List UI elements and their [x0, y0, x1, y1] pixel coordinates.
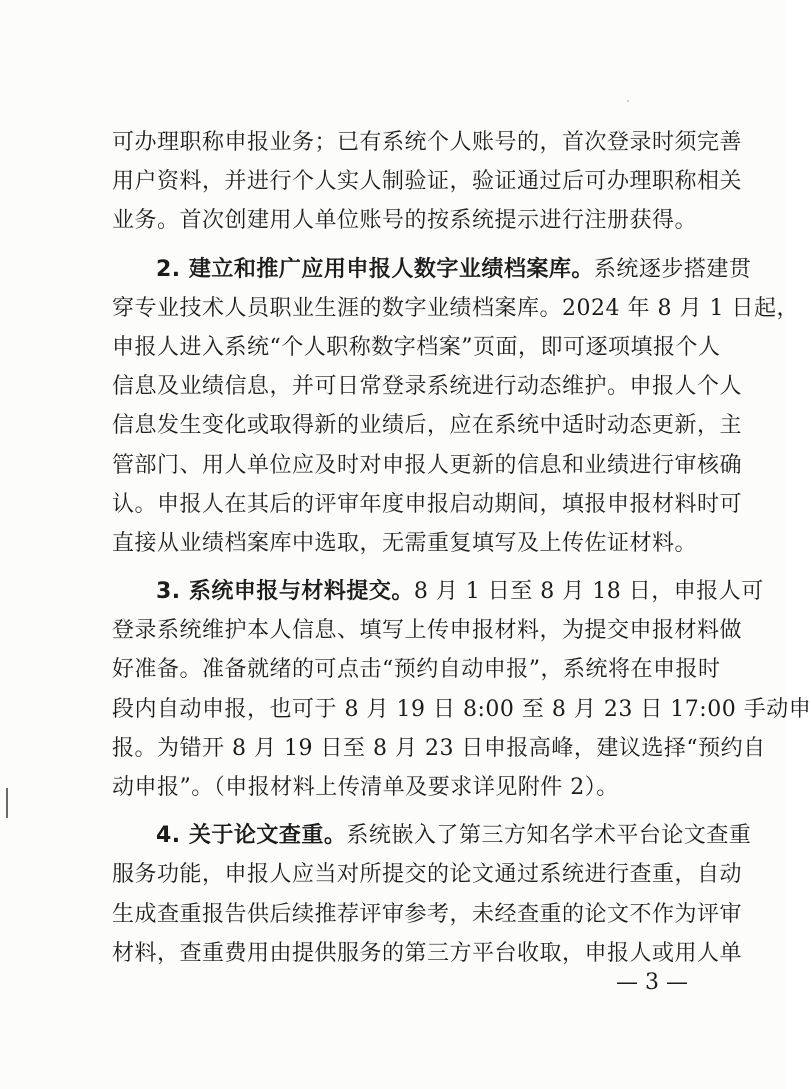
text-run: 8 月 1 日至 8 月 18 日，申报人可 — [413, 579, 764, 605]
page-number: — 3 — — [616, 970, 688, 995]
text-line — [112, 250, 752, 289]
text-line: 申报人进入系统“个人职称数字档案”页面，即可逐项填报个人 — [112, 334, 721, 360]
text-line: 动申报”。（申报材料上传清单及要求详见附件 2）。 — [112, 775, 619, 800]
text-run: 系统逐步搭建贯 — [593, 256, 752, 282]
text-line: 用户资料，并进行个人实人制验证，验证通过后可办理职称相关 — [112, 169, 743, 195]
text-line: 可办理职称申报业务；已有系统个人账号的，首次登录时须完善 — [112, 130, 743, 155]
text-line: 直接从业绩档案库中选取，无需重复填写及上传佐证材料。 — [112, 530, 698, 556]
paragraph-2 — [112, 250, 799, 564]
text-line: 认。申报人在其后的评审年度申报启动期间，填报申报材料时可 — [112, 491, 743, 517]
text-line: 管部门、用人单位应及时对申报人更新的信息和业绩进行审核确 — [112, 452, 743, 478]
body-text — [112, 123, 811, 973]
text-line: 报。为错开 8 月 19 日至 8 月 23 日申报高峰，建议选择“预约自 — [112, 735, 766, 761]
text-line: 服务功能，申报人应当对所提交的论文通过系统进行查重，自动 — [112, 862, 743, 888]
text-run: 系统嵌入了第三方知名学术平台论文查重 — [346, 823, 752, 849]
text-line: 业务。首次创建用人单位账号的按系统提示进行注册获得。 — [112, 208, 698, 234]
text-line: 段内自动申报，也可于 8 月 19 日 8:00 至 8 月 23 日 17:00 手动申 — [112, 696, 811, 722]
text-line: 信息及业绩信息，并可日常登录系统进行动态维护。申报人个人 — [112, 374, 743, 400]
text-line — [112, 816, 752, 855]
text-line: 穿专业技术人员职业生涯的数字业绩档案库。2024 年 8 月 1 日起， — [112, 295, 799, 321]
text-line: 材料，查重费用由提供服务的第三方平台收取，申报人或用人单 — [112, 940, 743, 966]
scan-speck — [627, 100, 629, 102]
text-line: 登录系统维护本人信息、填写上传申报材料，为提交申报材料做 — [112, 618, 743, 644]
paragraph-4 — [112, 816, 752, 973]
text-line: 生成查重报告供后续推荐评审参考，未经查重的论文不作为评审 — [112, 901, 743, 927]
text-line: 信息发生变化或取得新的业绩后，应在系统中适时动态更新，主 — [112, 413, 743, 439]
text-line: 好准备。准备就绪的可点击“预约自动申报”，系统将在申报时 — [112, 657, 721, 683]
paragraph-heading: 4. 关于论文查重。 — [156, 823, 347, 849]
text-line — [112, 572, 764, 611]
binding-mark — [6, 788, 8, 818]
paragraph-3 — [112, 572, 811, 807]
paragraph-1 — [112, 123, 743, 241]
paragraph-heading: 2. 建立和推广应用申报人数字业绩档案库。 — [156, 256, 594, 282]
paragraph-heading: 3. 系统申报与材料提交。 — [156, 579, 414, 605]
